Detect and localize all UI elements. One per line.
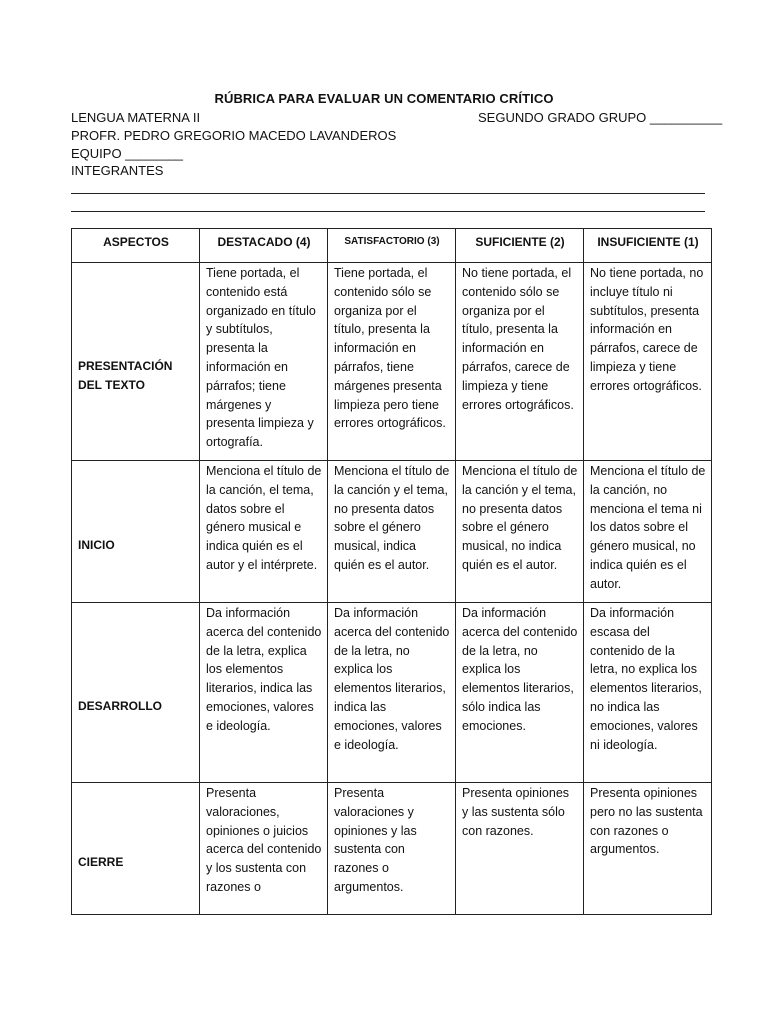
subject-label: LENGUA MATERNA II bbox=[71, 110, 201, 125]
aspect-cell: PRESENTACIÓN DEL TEXTO bbox=[72, 263, 200, 461]
table-row bbox=[72, 783, 712, 915]
insuficiente-cell: Presenta opiniones pero no las sustenta con razones o argumentos. bbox=[584, 783, 712, 915]
insuficiente-cell: No tiene portada, no incluye título ni subtítulos, presenta información en párrafos, carece de limpieza y tiene errores ortográficos. bbox=[584, 263, 712, 461]
aspect-cell: CIERRE bbox=[72, 783, 200, 915]
column-header-insuficiente: INSUFICIENTE (1) bbox=[584, 229, 712, 263]
satisfactorio-cell: Da información acerca del contenido de la letra, no explica los elementos literarios, indica las emociones, valores e ideología. bbox=[328, 603, 456, 783]
members-blank-line-2 bbox=[71, 211, 705, 212]
satisfactorio-cell: Tiene portada, el contenido sólo se organiza por el título, presenta la información en párrafos, tiene márgenes presenta limpieza pero tiene errores ortográficos. bbox=[328, 263, 456, 461]
column-header-destacado: DESTACADO (4) bbox=[200, 229, 328, 263]
table-header-row bbox=[72, 229, 712, 263]
column-header-aspectos: ASPECTOS bbox=[72, 229, 200, 263]
table-row bbox=[72, 461, 712, 603]
column-header-suficiente: SUFICIENTE (2) bbox=[456, 229, 584, 263]
document-title: RÚBRICA PARA EVALUAR UN COMENTARIO CRÍTICO bbox=[214, 91, 554, 106]
table-row bbox=[72, 603, 712, 783]
suficiente-cell: Menciona el título de la canción y el tema, no presenta datos sobre el género musical, no indica quién es el autor. bbox=[456, 461, 584, 603]
aspect-cell: DESARROLLO bbox=[72, 603, 200, 783]
team-label: EQUIPO ________ bbox=[71, 146, 184, 161]
members-label: INTEGRANTES bbox=[71, 163, 164, 178]
insuficiente-cell: Menciona el título de la canción, no menciona el tema ni los datos sobre el género musical, no indica quién es el autor. bbox=[584, 461, 712, 603]
destacado-cell: Da información acerca del contenido de la letra, explica los elementos literarios, indica las emociones, valores e ideología. bbox=[200, 603, 328, 783]
rubric-table bbox=[71, 228, 712, 915]
insuficiente-cell: Da información escasa del contenido de la letra, no explica los elementos literarios, no indica las emociones, valores ni ideología. bbox=[584, 603, 712, 783]
table-row bbox=[72, 263, 712, 461]
destacado-cell: Presenta valoraciones, opiniones o juicios acerca del contenido y los sustenta con razones o bbox=[200, 783, 328, 915]
satisfactorio-cell: Menciona el título de la canción y el tema, no presenta datos sobre el género musical, indica quién es el autor. bbox=[328, 461, 456, 603]
destacado-cell: Menciona el título de la canción, el tema, datos sobre el género musical e indica quién es el autor y el intérprete. bbox=[200, 461, 328, 603]
suficiente-cell: Presenta opiniones y las sustenta sólo con razones. bbox=[456, 783, 584, 915]
suficiente-cell: Da información acerca del contenido de la letra, no explica los elementos literarios, sólo indica las emociones. bbox=[456, 603, 584, 783]
teacher-label: PROFR. PEDRO GREGORIO MACEDO LAVANDEROS bbox=[71, 128, 397, 143]
members-blank-line-1 bbox=[71, 193, 705, 194]
satisfactorio-cell: Presenta valoraciones y opiniones y las sustenta con razones o argumentos. bbox=[328, 783, 456, 915]
suficiente-cell: No tiene portada, el contenido sólo se organiza por el título, presenta la información en párrafos, carece de limpieza y tiene errores ortográficos. bbox=[456, 263, 584, 461]
grade-group-label: SEGUNDO GRADO GRUPO __________ bbox=[478, 110, 723, 125]
column-header-satisfactorio: SATISFACTORIO (3) bbox=[328, 229, 456, 263]
aspect-cell: INICIO bbox=[72, 461, 200, 603]
destacado-cell: Tiene portada, el contenido está organizado en título y subtítulos, presenta la información en párrafos; tiene márgenes y presenta limpieza y ortografía. bbox=[200, 263, 328, 461]
